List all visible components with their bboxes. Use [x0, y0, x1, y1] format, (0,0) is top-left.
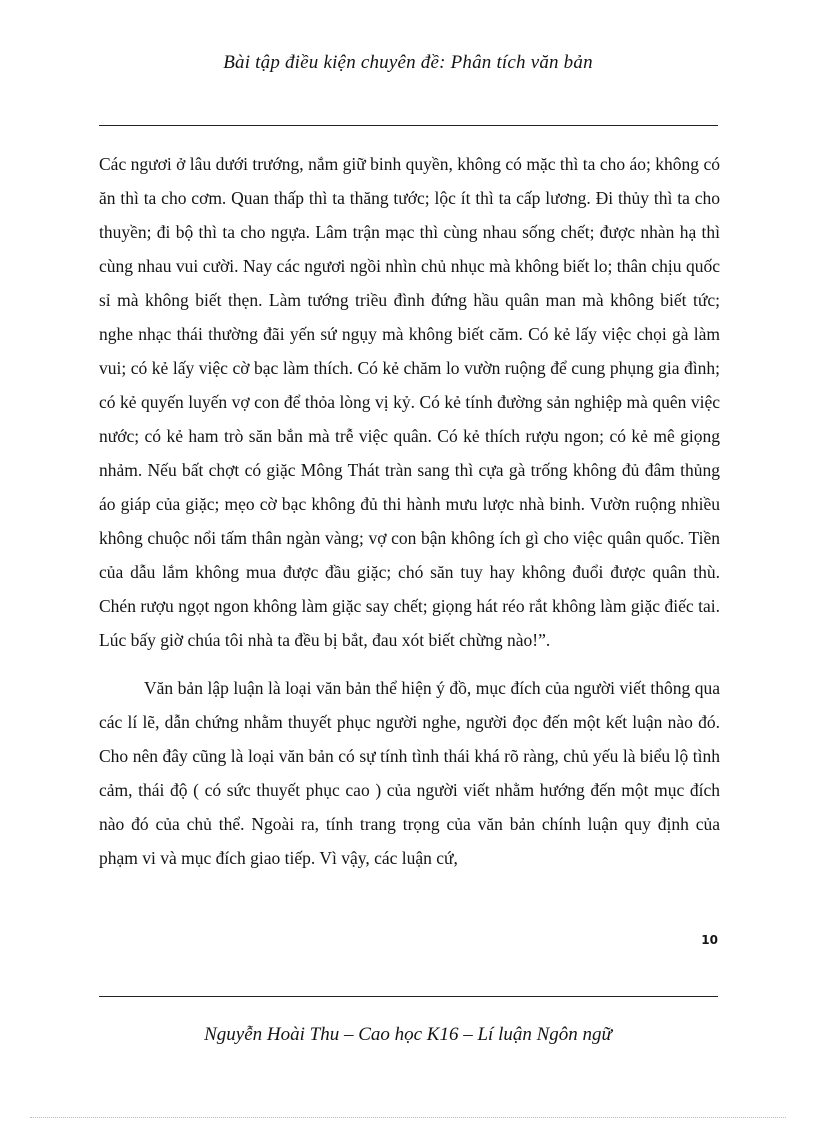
paragraph-argument: Văn bản lập luận là loại văn bản thể hiện ý đồ, mục đích của người viết thông qua các lí lẽ, dẫn chứng nhằm thuyết phục người nghe, người đọc đến một kết luận nào đó. Cho nên đây cũng là loại văn bản có sự tính tình thái khá rõ ràng, chủ yếu là biểu lộ tình cảm, thái độ ( có sức thuyết phục cao ) của người viết nhằm hướng đến một mục đích nào đó của chủ thể. Ngoài ra, tính trang trọng của văn bản chính luận quy định của phạm vi và mục đích giao tiếp. Vì vậy, các luận cứ, — [99, 678, 720, 868]
page-number: 10 — [701, 933, 718, 947]
paragraph-quote: Các ngươi ở lâu dưới trướng, nắm giữ binh quyền, không có mặc thì ta cho áo; không có ăn thì ta cho cơm. Quan thấp thì ta thăng tước; lộc ít thì ta cấp lương. Đi thủy thì ta cho thuyền; đi bộ thì ta cho ngựa. Lâm trận mạc thì cùng nhau sống chết; được nhàn hạ thì cùng nhau vui cười. Nay các ngươi ngồi nhìn chủ nhục mà không biết lo; thân chịu quốc sỉ mà không biết thẹn. Làm tướng triều đình đứng hầu quân man mà không biết tức; nghe nhạc thái thường đãi yến sứ ngụy mà không biết căm. Có kẻ lấy việc chọi gà làm vui; có kẻ lấy việc cờ bạc làm thích. Có kẻ chăm lo vườn ruộng để cung phụng gia đình; có kẻ quyến luyến vợ con để thỏa lòng vị kỷ. Có kẻ tính đường sản nghiệp mà quên việc nước; có kẻ ham trò săn bắn mà trễ việc quân. Có kẻ thích rượu ngon; có kẻ mê giọng nhảm. Nếu bất chợt có giặc Mông Thát tràn sang thì cựa gà trống không đủ đâm thủng áo giáp của giặc; mẹo cờ bạc không đủ thi hành mưu lược nhà binh. Vườn ruộng nhiều không chuộc nổi tấm thân ngàn vàng; vợ con bận không ích gì cho việc quân quốc. Tiền của dẫu lắm không mua được đầu giặc; chó săn tuy hay không đuổi được quân thù. Chén rượu ngọt ngon không làm giặc say chết; giọng hát réo rắt không làm giặc điếc tai. Lúc bấy giờ chúa tôi nhà ta đều bị bắt, đau xót biết chừng nào!”. — [99, 154, 720, 650]
page-edge-dotted-line — [30, 1117, 786, 1118]
body-text — [99, 147, 720, 875]
header-divider — [99, 125, 718, 126]
page-footer-text: Nguyễn Hoài Thu – Cao học K16 – Lí luận Ngôn ngữ — [204, 1024, 612, 1045]
page-header-title: Bài tập điều kiện chuyên đề: Phân tích văn bản — [223, 52, 593, 73]
footer-divider — [99, 996, 718, 997]
